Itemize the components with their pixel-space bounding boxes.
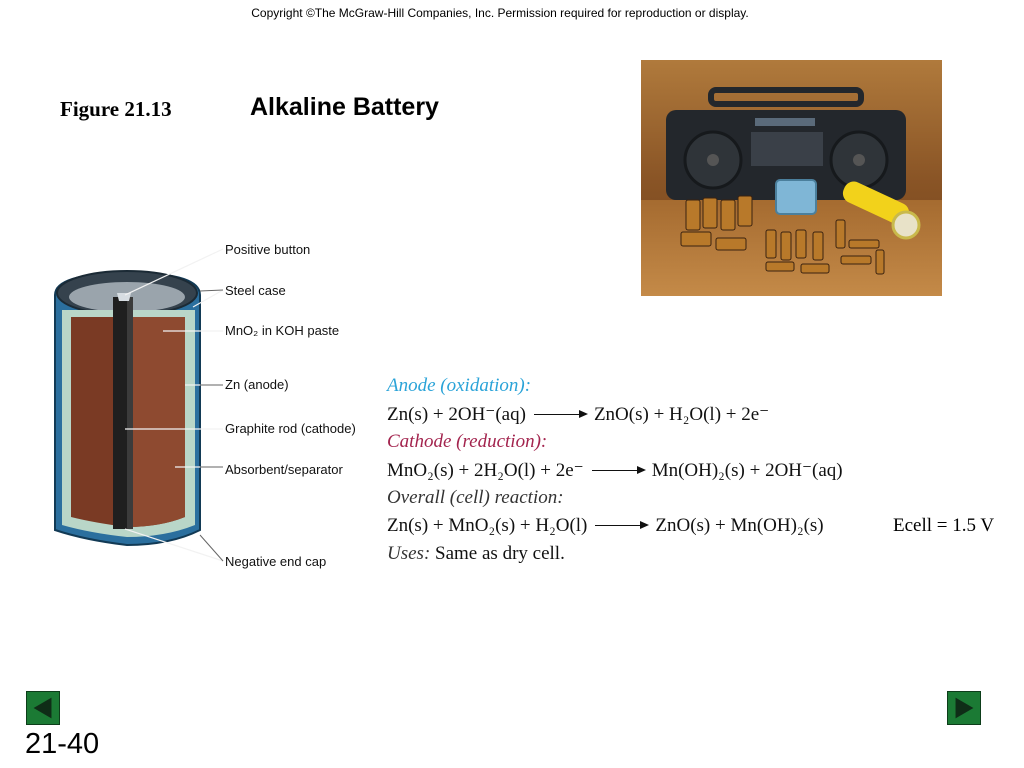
reaction-arrow bbox=[595, 525, 647, 526]
cathode-equation bbox=[387, 459, 843, 482]
overall-lhs: Zn(s) + MnO₂(s) + H₂O(l) bbox=[387, 515, 588, 536]
triangle-left-icon bbox=[27, 692, 59, 724]
label-zn-anode: Zn (anode) bbox=[225, 377, 289, 392]
reaction-arrow bbox=[592, 470, 644, 471]
label-graphite-rod: Graphite rod (cathode) bbox=[225, 421, 356, 436]
copyright-notice: Copyright ©The McGraw-Hill Companies, Inc. Permission required for reproduction or display. bbox=[251, 6, 749, 20]
label-positive-button: Positive button bbox=[225, 242, 311, 257]
cathode-heading: Cathode (reduction): bbox=[387, 431, 548, 452]
triangle-right-icon bbox=[948, 692, 980, 724]
anode-rhs: ZnO(s) + H₂O(l) + 2e⁻ bbox=[593, 404, 770, 425]
uses-text: Same as dry cell. bbox=[435, 543, 565, 564]
battery-cutaway-diagram bbox=[45, 235, 385, 580]
label-steel-case: Steel case bbox=[225, 283, 286, 298]
uses-heading: Uses: bbox=[387, 543, 431, 564]
figure-title: Alkaline Battery bbox=[250, 93, 439, 121]
label-separator: Absorbent/separator bbox=[225, 462, 343, 477]
devices-photo bbox=[641, 60, 942, 296]
cell-potential: Ecell = 1.5 V bbox=[893, 515, 995, 536]
reaction-arrow bbox=[534, 414, 586, 415]
cathode-lhs: MnO₂(s) + 2H₂O(l) + 2e⁻ bbox=[387, 460, 584, 481]
figure-number: Figure 21.13 bbox=[60, 97, 172, 121]
label-mno2-paste: MnO₂ in KOH paste bbox=[225, 323, 340, 338]
overall-heading: Overall (cell) reaction: bbox=[387, 487, 564, 508]
anode-heading: Anode (oxidation): bbox=[387, 375, 532, 396]
page-number: 21-40 bbox=[25, 728, 100, 760]
label-end-cap: Negative end cap bbox=[225, 554, 327, 569]
overall-equation bbox=[387, 515, 824, 537]
previous-slide-button[interactable] bbox=[26, 691, 60, 725]
overall-rhs: ZnO(s) + Mn(OH)₂(s) bbox=[655, 515, 824, 536]
anode-equation bbox=[387, 403, 769, 426]
next-slide-button[interactable] bbox=[947, 691, 981, 725]
cathode-rhs: Mn(OH)₂(s) + 2OH⁻(aq) bbox=[651, 460, 843, 481]
uses-line bbox=[387, 543, 565, 565]
anode-lhs: Zn(s) + 2OH⁻(aq) bbox=[387, 404, 526, 425]
